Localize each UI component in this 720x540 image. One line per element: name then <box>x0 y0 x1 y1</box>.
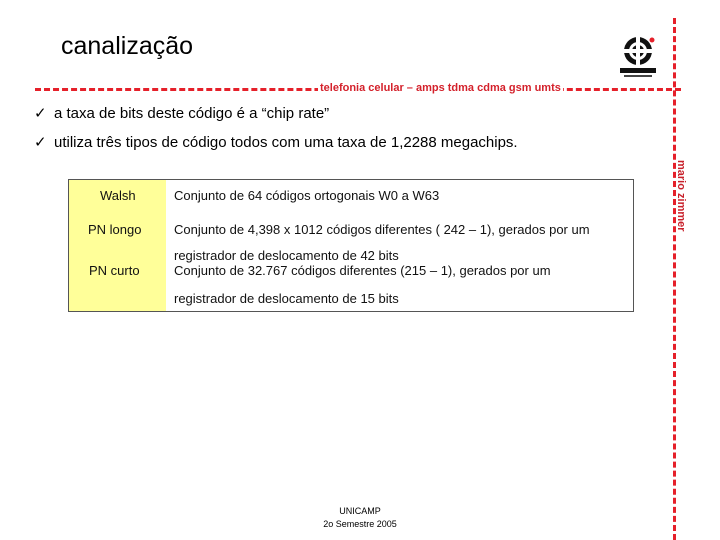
unicamp-logo <box>616 34 662 80</box>
table-row-name: Walsh <box>100 188 136 203</box>
bullet-text: utiliza três tipos de código todos com uma taxa de 1,2288 megachips. <box>54 134 518 151</box>
author-label: mario zimmer <box>675 160 687 232</box>
bullet-three-codes <box>34 133 518 151</box>
table-row-desc: Conjunto de 64 códigos ortogonais W0 a W63 <box>174 188 440 203</box>
slide-title: canalização <box>61 32 194 60</box>
side-divider <box>673 18 676 540</box>
table-row-desc: Conjunto de 32.767 códigos diferentes (215 – 1), gerados por um <box>174 263 551 278</box>
check-icon: ✓ <box>34 134 47 151</box>
table-row-desc: registrador de deslocamento de 15 bits <box>174 291 399 306</box>
bullet-chip-rate <box>34 104 329 122</box>
table-row-name: PN curto <box>89 263 140 278</box>
footer-semester: 2o Semestre 2005 <box>323 519 397 529</box>
slide-subtitle: telefonia celular – amps tdma cdma gsm umts <box>320 82 561 94</box>
check-icon: ✓ <box>34 105 47 122</box>
code-table <box>68 179 634 312</box>
table-row-name: PN longo <box>88 222 142 237</box>
table-row-desc: registrador de deslocamento de 42 bits <box>174 248 399 263</box>
footer-institution: UNICAMP <box>339 506 381 516</box>
bullet-text: a taxa de bits deste código é a “chip rate” <box>54 105 330 122</box>
table-row-desc: Conjunto de 4,398 x 1012 códigos diferentes ( 242 – 1), gerados por um <box>174 222 590 237</box>
